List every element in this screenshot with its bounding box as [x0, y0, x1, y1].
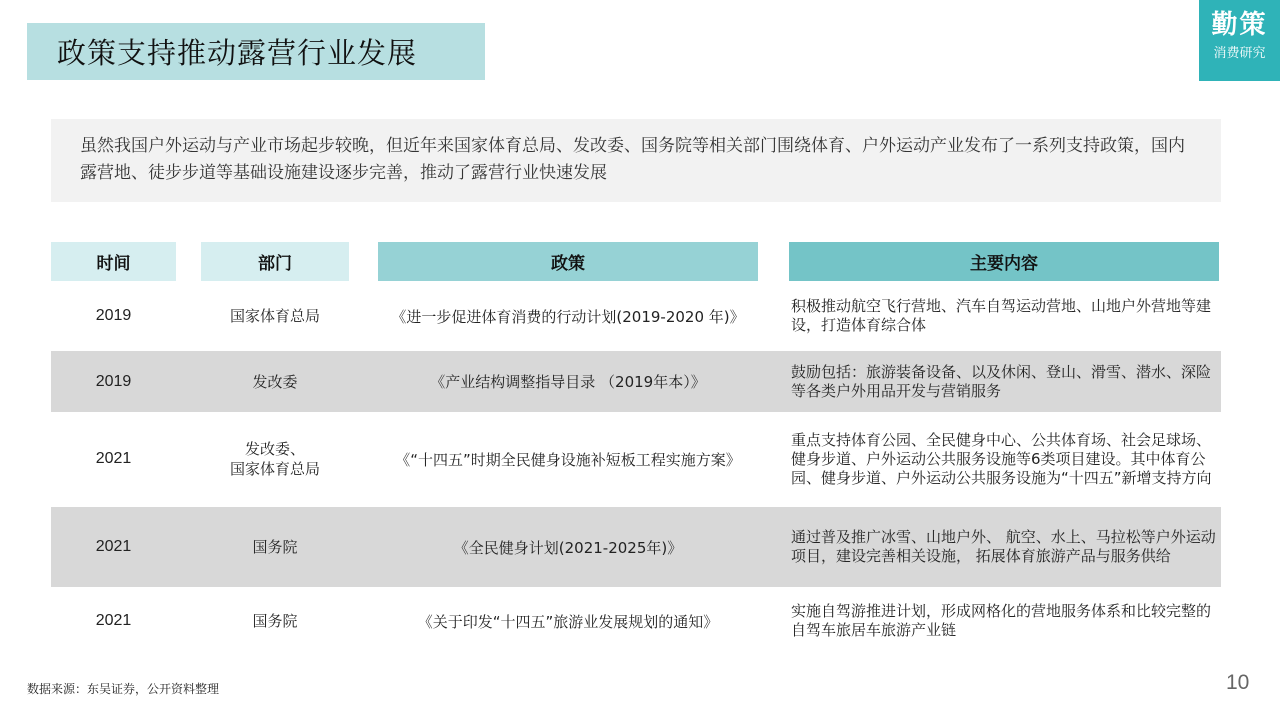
cell-time: 2021 [95, 450, 132, 467]
cell-dept: 发改委、 国家体育总局 [229, 440, 320, 478]
cell-time: 2021 [95, 538, 132, 555]
table-row [51, 351, 1221, 412]
cell-time: 2019 [95, 307, 132, 324]
cell-dept: 发改委 [252, 372, 298, 391]
cell-policy: 《全民健身计划(2021-2025年)》 [453, 538, 683, 557]
table-row [51, 507, 1221, 587]
cell-content [791, 351, 1219, 412]
header-dept: 部门 [201, 242, 349, 281]
cell-policy: 《产业结构调整指导目录 （2019年本）》 [430, 373, 706, 391]
header-content: 主要内容 [789, 242, 1219, 281]
intro-box [51, 119, 1221, 202]
cell-content-text: 实施自驾游推进计划，形成网格化的营地服务体系和比较完整的自驾车旅居车旅游产业链 [791, 602, 1212, 639]
cell-dept: 国家体育总局 [229, 307, 320, 325]
table-row [51, 285, 1221, 347]
cell-policy: 《关于印发“十四五”旅游业发展规划的通知》 [417, 612, 719, 631]
cell-time: 2021 [95, 612, 132, 629]
page-title: 政策支持推动露营行业发展 [57, 36, 418, 70]
cell-content-text: 通过普及推广冰雪、山地户外、 航空、水上、马拉松等户外运动项目，建设完善相关设施， 拓展体育旅游产品与服务供给 [791, 528, 1216, 565]
table-row [51, 590, 1221, 652]
cell-policy: 《“十四五”时期全民健身设施补短板工程实施方案》 [395, 450, 741, 469]
cell-dept: 国务院 [252, 538, 298, 556]
logo-main-text: 勤策 [1211, 10, 1268, 40]
cell-time: 2019 [95, 372, 132, 390]
header-policy: 政策 [378, 242, 758, 281]
brand-logo [1199, 0, 1280, 81]
cell-dept: 国务院 [252, 612, 298, 630]
cell-content [791, 414, 1219, 504]
cell-content [791, 590, 1219, 652]
header-time: 时间 [51, 242, 176, 281]
logo-sub-text: 消费研究 [1213, 46, 1266, 61]
cell-content-text: 重点支持体育公园、全民健身中心、公共体育场、社会足球场、健身步道、户外运动公共服务设施等6类项目建设。其中体育公园、健身步道、户外运动公共服务设施为“十四五”新增支持方向 [791, 430, 1212, 487]
intro-text: 虽然我国户外运动与产业市场起步较晚，但近年来国家体育总局、发改委、国务院等相关部门围绕体育、户外运动产业发布了一系列支持政策，国内露营地、徒步步道等基础设施建设逐步完善，推动了露营行业快速发展 [80, 136, 1185, 183]
page-number: 10 [1226, 671, 1250, 694]
data-source-note: 数据来源：东吴证券，公开资料整理 [27, 682, 220, 696]
cell-content-text: 积极推动航空飞行营地、汽车自驾运动营地、山地户外营地等建设，打造体育综合体 [791, 297, 1212, 334]
cell-policy: 《进一步促进体育消费的行动计划(2019-2020 年)》 [391, 307, 745, 326]
cell-content [791, 285, 1219, 347]
cell-content [791, 507, 1219, 587]
cell-content-text: 鼓励包括：旅游装备设备、以及休闲、登山、滑雪、潜水、深险等各类户外用品开发与营销服务 [791, 362, 1212, 400]
table-row [51, 414, 1221, 504]
title-banner [27, 23, 485, 80]
